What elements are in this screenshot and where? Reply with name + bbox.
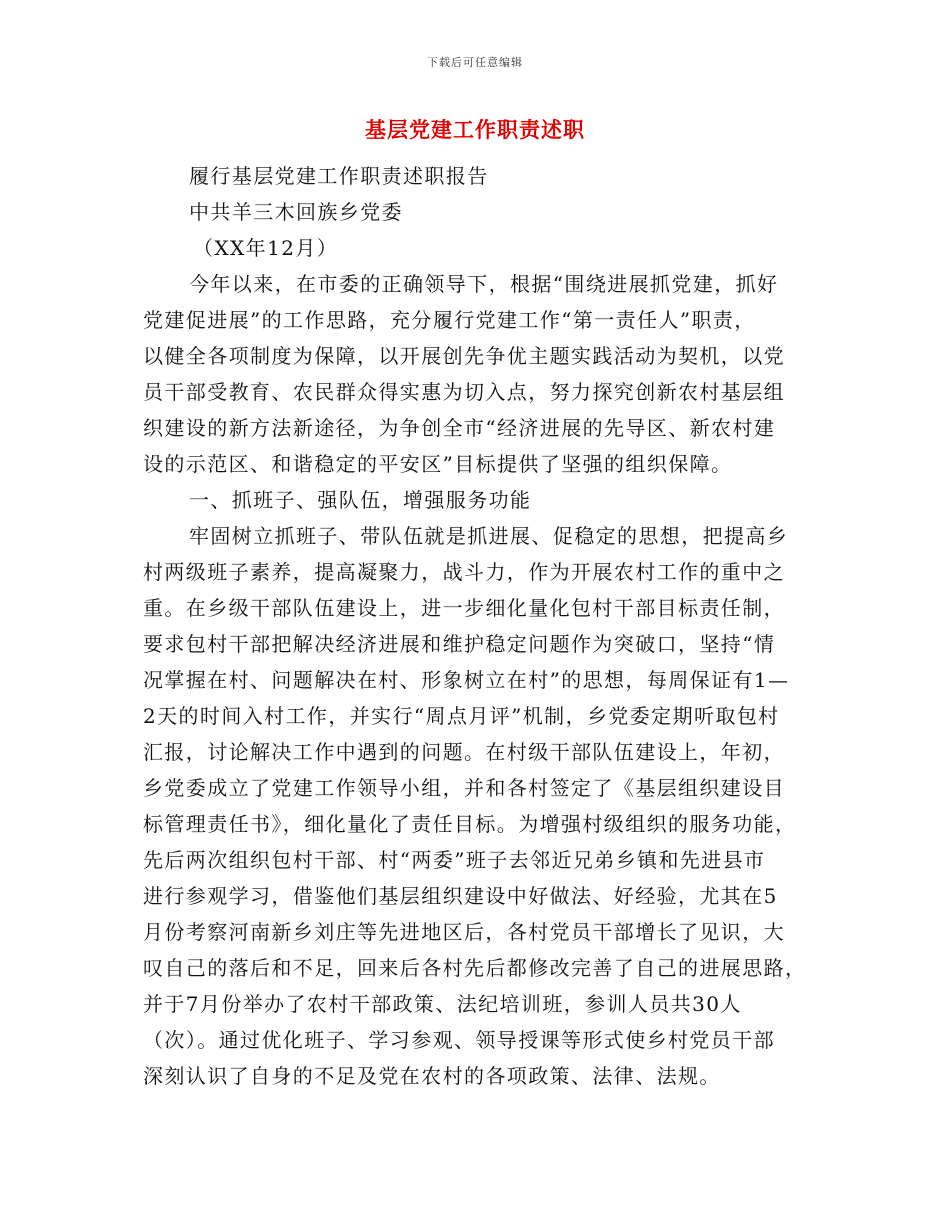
text-line: 牢固树立抓班子、带队伍就是抓进展、促稳定的思想，把提高乡 <box>189 524 789 548</box>
text-line: 汇报，讨论解决工作中遇到的问题。在村级干部队伍建设上，年初， <box>143 740 785 764</box>
text-line: 深刻认识了自身的不足及党在农村的各项政策、法律、法规。 <box>143 1064 721 1088</box>
document-body <box>143 158 808 1094</box>
document-title: 基层党建工作职责述职 <box>365 117 585 142</box>
text-line: 设的示范区、和谐稳定的平安区”目标提供了坚强的组织保障。 <box>143 452 733 476</box>
text-line: 并于7月份举办了农村干部政策、法纪培训班，参训人员共30人 <box>143 992 742 1016</box>
text-line: 重。在乡级干部队伍建设上，进一步细化量化包村干部目标责任制， <box>143 596 785 620</box>
text-line: 先后两次组织包村干部、村“两委”班子去邻近兄弟乡镇和先进县市 <box>143 848 766 872</box>
text-line: 一、抓班子、强队伍，增强服务功能 <box>189 488 532 512</box>
text-line: 叹自己的落后和不足，回来后各村先后都修改完善了自己的进展思路， <box>143 956 807 980</box>
text-line: 要求包村干部把解决经济进展和维护稳定问题作为突破口，坚持“情 <box>143 632 776 656</box>
text-line: 以健全各项制度为保障，以开展创先争优主题实践活动为契机，以党 <box>143 344 785 368</box>
text-line: 乡党委成立了党建工作领导小组，并和各村签定了《基层组织建设目 <box>143 776 785 800</box>
text-line: 履行基层党建工作职责述职报告 <box>189 164 489 188</box>
download-note: 下载后可任意编辑 <box>427 56 523 69</box>
text-line: 党建促进展”的工作思路，充分履行党建工作“第一责任人”职责， <box>143 308 756 332</box>
text-line: 织建设的新方法新途径，为争创全市“经济进展的先导区、新农村建 <box>143 416 776 440</box>
text-line: 月份考察河南新乡刘庄等先进地区后，各村党员干部增长了见识，大 <box>143 920 785 944</box>
text-line: 2天的时间入村工作，并实行“周点月评”机制，乡党委定期听取包村 <box>143 704 780 728</box>
text-line: 村两级班子素养，提高凝聚力，战斗力，作为开展农村工作的重中之 <box>143 560 785 584</box>
text-line: （XX年12月） <box>193 236 339 260</box>
text-line: 中共羊三木回族乡党委 <box>189 200 403 224</box>
text-line: （次）。通过优化班子、学习参观、领导授课等形式使乡村党员干部 <box>143 1028 775 1052</box>
text-line: 标管理责任书》，细化量化了责任目标。为增强村级组织的服务功能， <box>143 812 797 836</box>
text-line: 进行参观学习，借鉴他们基层组织建设中好做法、好经验，尤其在5 <box>143 884 778 908</box>
text-line: 今年以来，在市委的正确领导下，根据“围绕进展抓党建，抓好 <box>189 272 779 296</box>
text-line: 员干部受教育、农民群众得实惠为切入点，努力探究创新农村基层组 <box>143 380 785 404</box>
text-line: 况掌握在村、问题解决在村、形象树立在村”的思想，每周保证有1— <box>143 668 790 692</box>
